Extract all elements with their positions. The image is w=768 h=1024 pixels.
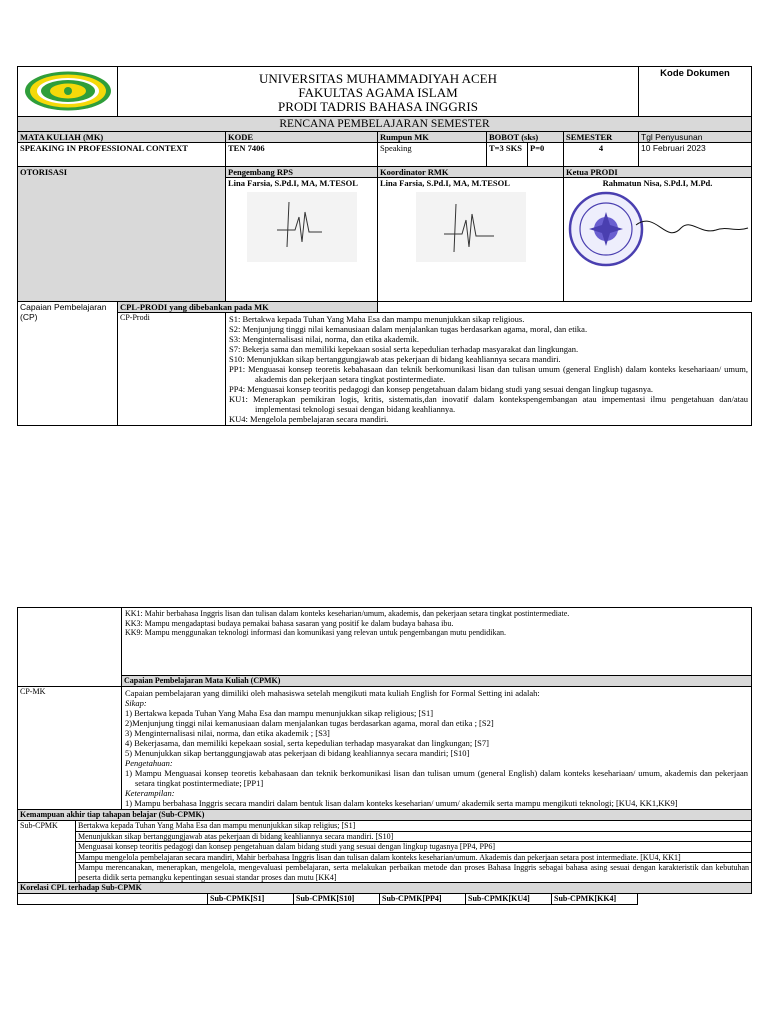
kk-item: KK9: Mampu menggunakan teknologi informasi dan komunikasi yang relevan untuk pengembangan mutu pendidikan. bbox=[125, 628, 507, 637]
cp-item: KU4: Mengelola pembelajaran secara mandiri. bbox=[229, 414, 389, 424]
koordinator-label: Koordinator RMK bbox=[378, 167, 564, 178]
kode-dokumen: Kode Dokumen bbox=[639, 67, 752, 117]
subcpmk-item: Mampu merencanakan, menerapkan, mengelola, mengevaluasi pembelajaran, serta melakukan perbaikan metode dan proses Bahasa Inggris sebagai bahasa asing sesuai dengan karakteristik dan kebutuhan peserta didik serta pemangku kepentingan sesuai standar proses dan mutu [KK4] bbox=[76, 863, 752, 883]
korelasi-col: Sub-CPMK[KK4] bbox=[552, 894, 638, 905]
faculty-name: FAKULTAS AGAMA ISLAM bbox=[298, 84, 458, 100]
cpmk-content bbox=[122, 687, 752, 810]
mk-label: MATA KULIAH (MK) bbox=[18, 132, 226, 143]
keterampilan-item: 1) Mampu berbahasa Inggris secara mandiri dalam bentuk lisan dalam konteks keseharian/ umum/ akademik serta mampu mengikuti teknologi; [KU4, KK1,KK9] bbox=[125, 798, 678, 808]
pengembang-signature bbox=[247, 192, 357, 262]
kode-label: KODE bbox=[226, 132, 378, 143]
ketua-name: Rahmatun Nisa, S.Pd.I, M.Pd. bbox=[602, 178, 713, 188]
ketua-label: Ketua PRODI bbox=[564, 167, 752, 178]
prodi-stamp-icon bbox=[566, 190, 750, 268]
korelasi-col: Sub-CPMK[PP4] bbox=[380, 894, 466, 905]
tgl-value: 10 Februari 2023 bbox=[639, 143, 752, 167]
korelasi-col: Sub-CPMK[S1] bbox=[208, 894, 294, 905]
koordinator-signature bbox=[416, 192, 526, 262]
sikap-item: 5) Menunjukkan sikap bertanggungjawab atas pekerjaan di bidang keahliannya secara mandiri; [S10] bbox=[125, 748, 470, 758]
sikap-label: Sikap: bbox=[125, 698, 147, 708]
university-name: UNIVERSITAS MUHAMMADIYAH ACEH bbox=[258, 70, 498, 86]
rumpun-label: Rumpun MK bbox=[378, 132, 487, 143]
korelasi-table bbox=[17, 893, 752, 905]
kk-list bbox=[122, 608, 752, 676]
bobot-p-value: P=0 bbox=[528, 143, 564, 167]
korelasi-heading: Korelasi CPL terhadap Sub-CPMK bbox=[18, 883, 752, 894]
cp-item: S1: Bertakwa kepada Tuhan Yang Maha Esa dan mampu menunjukkan sikap religious. bbox=[229, 314, 525, 324]
pengembang-label: Pengembang RPS bbox=[226, 167, 378, 178]
otorisasi-label: OTORISASI bbox=[18, 167, 226, 302]
kk-item: KK1: Mahir berbahasa Inggris lisan dan tulisan dalam konteks keseharian/umum, akademis, dan pekerjaan setara tingkat postintermediate. bbox=[125, 609, 570, 618]
cpmk-table bbox=[17, 607, 752, 821]
rps-page-1 bbox=[17, 66, 751, 426]
rps-page-2 bbox=[17, 607, 751, 905]
pengembang-cell bbox=[226, 178, 378, 302]
semester-value: 4 bbox=[564, 143, 639, 167]
university-logo-cell bbox=[18, 67, 118, 117]
cp-item: S10: Menunjukkan sikap bertanggungjawab atas pekerjaan di bidang keahliannya secara mandiri. bbox=[229, 354, 561, 364]
subcpmk-label: Sub-CPMK bbox=[18, 821, 76, 883]
subcpmk-table bbox=[17, 820, 752, 894]
bobot-t-value: T=3 SKS bbox=[487, 143, 528, 167]
sikap-item: 2)Menjunjung tinggi nilai kemanusiaan dalam menjalankan tugas berdasarkan agama, moral dan etika ; [S2] bbox=[125, 718, 494, 728]
cp-prodi-label: CP-Prodi bbox=[118, 313, 226, 426]
keterampilan-label: Keterampilan: bbox=[125, 788, 175, 798]
pengetahuan-label: Pengetahuan: bbox=[125, 758, 173, 768]
ketua-cell bbox=[564, 178, 752, 302]
rumpun-value: Speaking bbox=[378, 143, 487, 167]
koordinator-cell bbox=[378, 178, 564, 302]
pengembang-name: Lina Farsia, S.Pd.I, MA, M.TESOL bbox=[228, 178, 358, 188]
sikap-item: 4) Bekerjasama, dan memiliki kepekaan sosial, serta kepedulian terhadap masyarakat dan lingkungan; [S7] bbox=[125, 738, 489, 748]
cp-item: S2: Menjunjung tinggi nilai kemanusiaan dalam menjalankan tugas berdasarkan agama, moral, dan etika. bbox=[229, 324, 588, 334]
subcpmk-item: Bertakwa kepada Tuhan Yang Maha Esa dan mampu menunjukkan sikap religius; [S1] bbox=[76, 821, 752, 832]
cp-item: S7: Bekerja sama dan memiliki kepekaan sosial serta kepedulian terhadap masyarakat dan lingkungan. bbox=[229, 344, 579, 354]
university-logo-icon bbox=[23, 70, 113, 112]
cp-item: KU1: Menerapkan pemikiran logis, kritis, sistematis,dan inovatif dalam kontekspengembangan atau impementasi ilmu pengetahuan dan/atau implementasi teknologi sesuai dengan bidang keahliannya. bbox=[229, 394, 748, 414]
subcpmk-heading: Kemampuan akhir tiap tahapan belajar (Sub-CPMK) bbox=[18, 810, 752, 821]
cp-item: PP1: Menguasai konsep teoretis kebahasaan dan teknik berkomunikasi lisan dan tulisan umum (general English) dalam konteks kesehariaan/ umum, akademis dan pekerjaan setara tingkat postintermediate. bbox=[229, 364, 748, 384]
cp-label: Capaian Pembelajaran (CP) bbox=[18, 302, 118, 426]
cpmk-intro: Capaian pembelajaran yang dimiliki oleh mahasiswa setelah mengikuti mata kuliah English for Formal Setting ini adalah: bbox=[125, 688, 540, 698]
pengetahuan-item: 1) Mampu Menguasai konsep teoretis kebahasaan dan teknik berkomunikasi lisan dan tulisan umum (general English) dalam konteks kesehariaan/ umum, akademis dan pekerjaan setara tingkat postintermediate; [PP1] bbox=[125, 768, 748, 788]
kk-item: KK3: Mampu mengadaptasi budaya pemakai bahasa sasaran yang positif ke dalam budaya bahasa ibu. bbox=[125, 618, 454, 628]
korelasi-col: Sub-CPMK[KU4] bbox=[466, 894, 552, 905]
cpmk-heading: Capaian Pembelajaran Mata Kuliah (CPMK) bbox=[122, 676, 752, 687]
cp-prodi-list bbox=[226, 313, 752, 426]
cpmk-label: CP-MK bbox=[18, 687, 122, 810]
prodi-name: PRODI TADRIS BAHASA INGGRIS bbox=[278, 98, 478, 114]
bobot-label: BOBOT (sks) bbox=[487, 132, 564, 143]
subcpmk-item: Menguasai konsep teoritis pedagogi dan konsep pengetahuan dalam bidang studi yang sesuai dengan lingkup tugasnya [PP4, PP6] bbox=[76, 842, 752, 853]
subcpmk-item: Mampu mengelola pembelajaran secara mandiri, Mahir berbahasa Inggris lisan dan tulisan dalam konteks keseharian/umum. Akademis dan pekerjaan setara post intermediate. [KU4, KK1] bbox=[76, 852, 752, 863]
header-titles bbox=[118, 67, 639, 117]
doc-title: RENCANA PEMBELAJARAN SEMESTER bbox=[279, 118, 490, 130]
mk-value: SPEAKING IN PROFESSIONAL CONTEXT bbox=[18, 143, 226, 167]
semester-label: SEMESTER bbox=[564, 132, 639, 143]
doc-title-cell bbox=[18, 117, 752, 132]
koordinator-name: Lina Farsia, S.Pd.I, MA, M.TESOL bbox=[380, 178, 510, 188]
sikap-item: 1) Bertakwa kepada Tuhan Yang Maha Esa dan mampu menunjukkan sikap religious; [S1] bbox=[125, 708, 434, 718]
cp-item: PP4: Menguasai konsep teoritis pedagogi dan konsep pengetahuan dalam bidang studi yang sesuai dengan lingkup tugasnya. bbox=[229, 384, 653, 394]
cpl-heading: CPL-PRODI yang dibebankan pada MK bbox=[118, 302, 378, 313]
sikap-item: 3) Menginternalisasi nilai, norma, dan etika akademik ; [S3] bbox=[125, 728, 330, 738]
tgl-label: Tgl Penyusunan bbox=[639, 132, 752, 143]
subcpmk-item: Menunjukkan sikap bertanggungjawab atas pekerjaan di bidang keahliannya secara mandiri. [S10] bbox=[76, 831, 752, 842]
cp-item: S3: Menginternalisasi nilai, norma, dan etika akademik. bbox=[229, 334, 420, 344]
kode-value: TEN 7406 bbox=[226, 143, 378, 167]
rps-header-table bbox=[17, 66, 752, 426]
korelasi-col: Sub-CPMK[S10] bbox=[294, 894, 380, 905]
